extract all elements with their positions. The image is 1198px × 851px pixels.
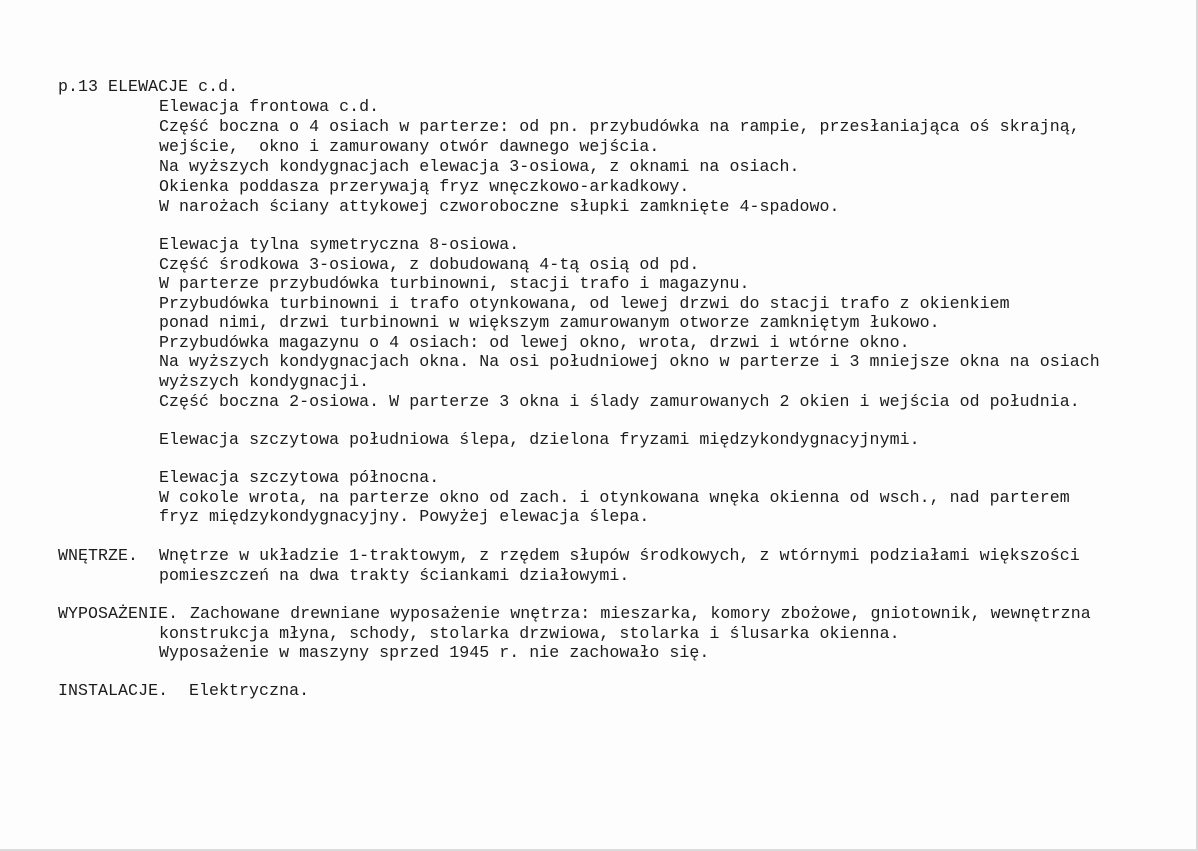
text-line: Przybudówka turbinowni i trafo otynkowana, od lewej drzwi do stacji trafo z okienkiem bbox=[159, 294, 1010, 313]
text-line: Przybudówka magazynu o 4 osiach: od lewej okno, wrota, drzwi i wtórne okno. bbox=[159, 333, 910, 352]
text-line: Część boczna 2-osiowa. W parterze 3 okna i ślady zamurowanych 2 okien i wejścia od południa. bbox=[159, 392, 1080, 411]
text-line: Elewacja frontowa c.d. bbox=[159, 97, 380, 116]
text-line: Na wyższych kondygnacjach elewacja 3-osiowa, z oknami na osiach. bbox=[159, 157, 800, 176]
text-line: Wyposażenie w maszyny sprzed 1945 r. nie zachowało się. bbox=[159, 643, 710, 662]
text-line: konstrukcja młyna, schody, stolarka drzwiowa, stolarka i ślusarka okienna. bbox=[159, 624, 900, 643]
text-line: fryz międzykondygnacyjny. Powyżej elewacja ślepa. bbox=[159, 507, 650, 526]
text-line: W cokole wrota, na parterze okno od zach. i otynkowana wnęka okienna od wsch., nad parterem bbox=[159, 488, 1070, 507]
text-line: wejście, okno i zamurowany otwór dawnego wejścia. bbox=[159, 137, 660, 156]
section-label: WNĘTRZE. bbox=[58, 546, 139, 565]
page-header: p.13 ELEWACJE c.d. bbox=[58, 77, 239, 96]
text-line: ponad nimi, drzwi turbinowni w większym zamurowanym otworze zamkniętym łukowo. bbox=[159, 313, 940, 332]
text-line: pomieszczeń na dwa trakty ściankami działowymi. bbox=[159, 566, 630, 585]
text-line: Na wyższych kondygnacjach okna. Na osi południowej okno w parterze i 3 mniejsze okna na osiach bbox=[159, 352, 1100, 371]
text-line: Część boczna o 4 osiach w parterze: od pn. przybudówka na rampie, przesłaniająca oś skrajną, bbox=[159, 117, 1080, 136]
section-label: WYPOSAŻENIE. bbox=[58, 604, 179, 623]
text-line: Zachowane drewniane wyposażenie wnętrza: mieszarka, komory zbożowe, gniotownik, wewnętrzna bbox=[190, 604, 1091, 623]
section-label: INSTALACJE. bbox=[58, 681, 169, 700]
text-line: Elewacja szczytowa południowa ślepa, dzielona fryzami międzykondygnacyjnymi. bbox=[159, 430, 920, 449]
text-line: Część środkowa 3-osiowa, z dobudowaną 4-tą osią od pd. bbox=[159, 255, 700, 274]
text-line: wyższych kondygnacji. bbox=[159, 372, 370, 391]
text-line: Wnętrze w układzie 1-traktowym, z rzędem słupów środkowych, z wtórnymi podziałami większości bbox=[159, 546, 1080, 565]
text-line: Elewacja tylna symetryczna 8-osiowa. bbox=[159, 235, 520, 254]
text-line: Okienka poddasza przerywają fryz wnęczkowo-arkadkowy. bbox=[159, 177, 690, 196]
text-line: Elektryczna. bbox=[189, 681, 310, 700]
text-line: Elewacja szczytowa północna. bbox=[159, 468, 440, 487]
text-line: W parterze przybudówka turbinowni, stacji trafo i magazynu. bbox=[159, 274, 750, 293]
text-line: W narożach ściany attykowej czworoboczne słupki zamknięte 4-spadowo. bbox=[159, 197, 840, 216]
